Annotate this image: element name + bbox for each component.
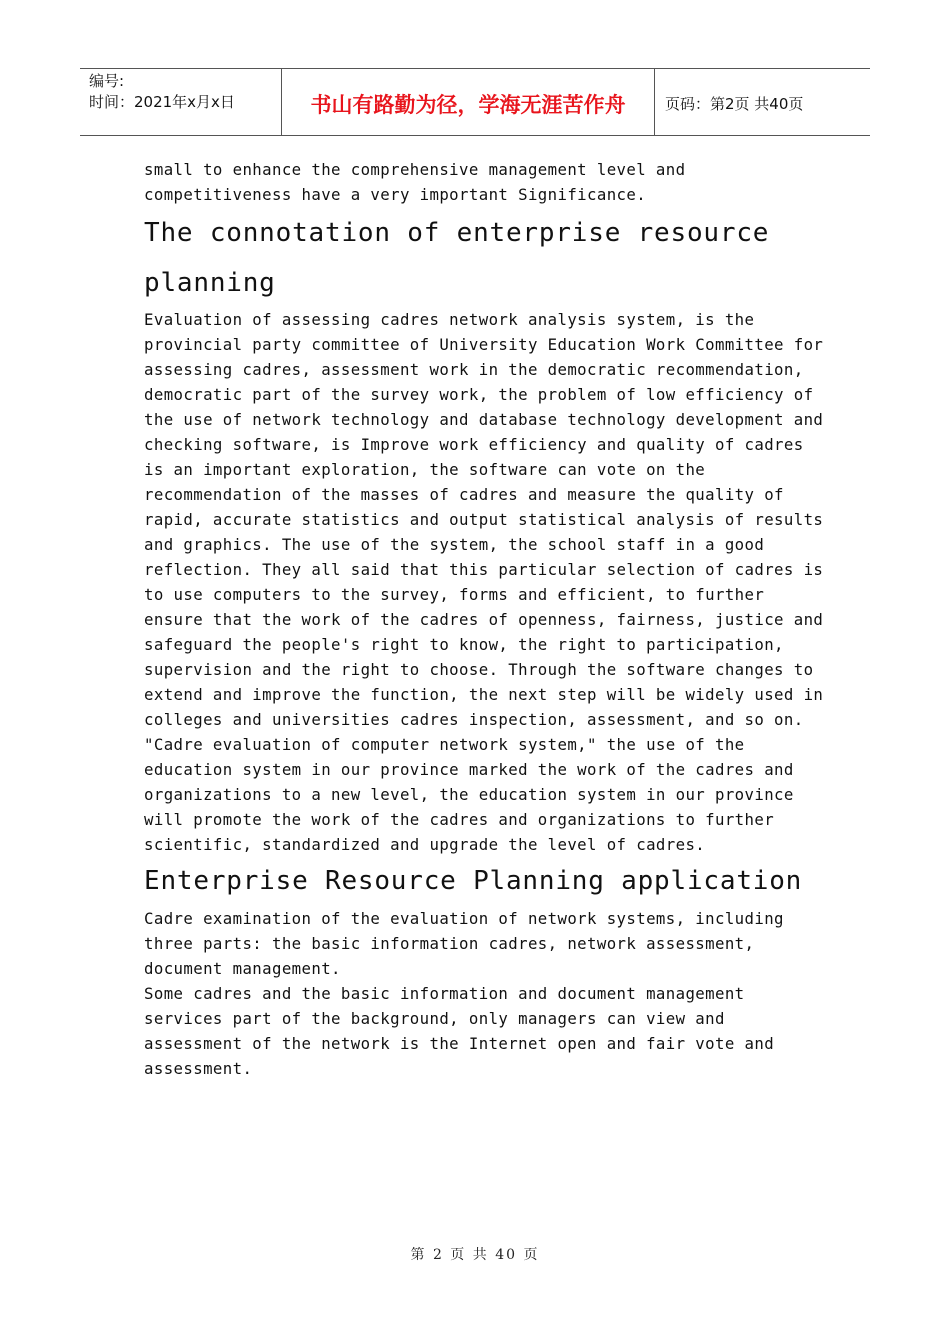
- header-meta: [80, 69, 281, 135]
- text-line: small to enhance the comprehensive management level and: [144, 160, 686, 179]
- header-motto: 书山有路勤为径，学海无涯苦作舟: [281, 69, 655, 135]
- text-line: education system in our province marked the work of the cadres and: [144, 760, 794, 779]
- number-label: 编号:: [89, 72, 125, 90]
- text-line: and graphics. The use of the system, the school staff in a good: [144, 535, 765, 554]
- time-label: 时间：2021年x月x日: [89, 93, 235, 111]
- text-line: is an important exploration, the software can vote on the: [144, 460, 706, 479]
- text-line: services part of the background, only managers can view and: [144, 1009, 725, 1028]
- text-line: colleges and universities cadres inspection, assessment, and so on.: [144, 710, 804, 729]
- section2-paragraph2: [144, 981, 844, 1081]
- intro-paragraph: [144, 157, 824, 207]
- header-page-info: 页码：第2页 共40页: [665, 95, 804, 113]
- section2-paragraph1: [144, 906, 844, 981]
- text-line: extend and improve the function, the next step will be widely used in: [144, 685, 824, 704]
- text-line: safeguard the people's right to know, the right to participation,: [144, 635, 784, 654]
- section-heading-connotation-line1: The connotation of enterprise resource: [144, 218, 770, 248]
- text-line: supervision and the right to choose. Through the software changes to: [144, 660, 814, 679]
- text-line: will promote the work of the cadres and organizations to further: [144, 810, 775, 829]
- text-line: rapid, accurate statistics and output statistical analysis of results: [144, 510, 824, 529]
- text-line: scientific, standardized and upgrade the level of cadres.: [144, 835, 706, 854]
- page-footer: 第 2 页 共 40 页: [410, 1247, 540, 1263]
- text-line: Evaluation of assessing cadres network analysis system, is the: [144, 310, 755, 329]
- text-line: assessment.: [144, 1059, 253, 1078]
- text-line: checking software, is Improve work efficiency and quality of cadres: [144, 435, 804, 454]
- text-line: organizations to a new level, the education system in our province: [144, 785, 794, 804]
- text-line: assessment of the network is the Internet open and fair vote and: [144, 1034, 775, 1053]
- text-line: to use computers to the survey, forms and efficient, to further: [144, 585, 765, 604]
- text-line: competitiveness have a very important Significance.: [144, 185, 647, 204]
- text-line: three parts: the basic information cadres, network assessment,: [144, 934, 755, 953]
- section-heading-connotation-line2: planning: [144, 268, 276, 298]
- document-header: [80, 68, 870, 136]
- section-heading-erp-application: Enterprise Resource Planning application: [144, 866, 803, 896]
- text-line: document management.: [144, 959, 341, 978]
- text-line: ensure that the work of the cadres of openness, fairness, justice and: [144, 610, 824, 629]
- text-line: assessing cadres, assessment work in the democratic recommendation,: [144, 360, 804, 379]
- section1-paragraph2: [144, 732, 844, 857]
- text-line: reflection. They all said that this particular selection of cadres is: [144, 560, 824, 579]
- text-line: provincial party committee of University Education Work Committee for: [144, 335, 824, 354]
- text-line: Some cadres and the basic information and document management: [144, 984, 745, 1003]
- text-line: democratic part of the survey work, the problem of low efficiency of: [144, 385, 814, 404]
- text-line: Cadre examination of the evaluation of network systems, including: [144, 909, 784, 928]
- text-line: recommendation of the masses of cadres and measure the quality of: [144, 485, 784, 504]
- text-line: the use of network technology and database technology development and: [144, 410, 824, 429]
- text-line: "Cadre evaluation of computer network system," the use of the: [144, 735, 745, 754]
- section1-paragraph1: [144, 307, 844, 732]
